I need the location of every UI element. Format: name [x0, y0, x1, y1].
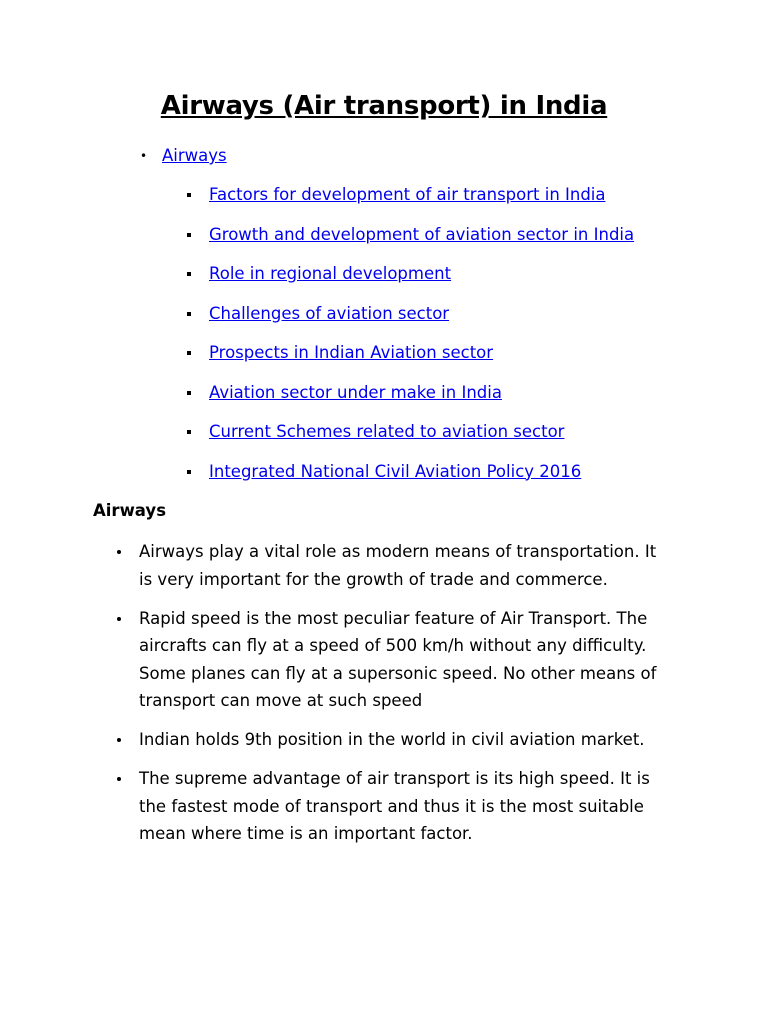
- list-item-text: The supreme advantage of air transport is its high speed. It is the fastest mode of transport and thus it is the most suitable mean where time is an important factor.: [139, 769, 650, 843]
- toc-link-factors[interactable]: Factors for development of air transport in India: [209, 185, 606, 204]
- toc-link-regional[interactable]: Role in regional development: [209, 264, 452, 283]
- square-bullet-icon: [187, 391, 191, 395]
- toc-top-item: [140, 145, 227, 167]
- list-item-text: Airways play a vital role as modern means of transportation. It is very important for the growth of trade and commerce.: [139, 542, 657, 589]
- square-bullet-icon: [187, 193, 191, 197]
- toc-sub-item: [209, 303, 634, 325]
- square-bullet-icon: [187, 312, 191, 316]
- square-bullet-icon: [187, 470, 191, 474]
- square-bullet-icon: [187, 430, 191, 434]
- toc-sub-item: [209, 382, 634, 404]
- section-bullet-list: [139, 538, 669, 859]
- list-item: [139, 538, 669, 593]
- list-item: [139, 605, 669, 715]
- bullet-icon: •: [140, 149, 148, 163]
- toc-sub-item: [209, 461, 634, 483]
- toc-sub-list: [209, 184, 634, 500]
- toc-link-policy-2016[interactable]: Integrated National Civil Aviation Policy 2016: [209, 461, 582, 481]
- toc-link-prospects[interactable]: Prospects in Indian Aviation sector: [209, 343, 494, 362]
- toc-sub-item: [209, 224, 634, 246]
- bullet-icon: [117, 550, 121, 554]
- toc-link-airways[interactable]: Airways: [162, 146, 227, 165]
- toc-link-challenges[interactable]: Challenges of aviation sector: [209, 303, 450, 323]
- toc-sub-item: [209, 421, 634, 443]
- bullet-icon: [117, 777, 121, 781]
- square-bullet-icon: [187, 233, 191, 237]
- list-item: [139, 765, 669, 848]
- toc-link-schemes[interactable]: Current Schemes related to aviation sector: [209, 422, 565, 441]
- list-item-text: Indian holds 9th position in the world in civil aviation market.: [139, 730, 645, 749]
- document-title: Airways (Air transport) in India: [160, 91, 608, 121]
- square-bullet-icon: [187, 351, 191, 355]
- list-item: [139, 726, 669, 754]
- toc-link-growth[interactable]: Growth and development of aviation sector in India: [209, 224, 635, 244]
- square-bullet-icon: [187, 272, 191, 276]
- list-item-text: Rapid speed is the most peculiar feature of Air Transport. The aircrafts can fly at a speed of 500 km/h without any difficulty. Some planes can fly at a supersonic speed. No other means of transport can move at such speed: [139, 608, 657, 710]
- bullet-icon: [117, 738, 121, 742]
- bullet-icon: [117, 617, 121, 621]
- toc-sub-item: [209, 342, 634, 364]
- toc-sub-item: [209, 263, 634, 285]
- toc-sub-item: [209, 184, 634, 206]
- toc-link-make-in-india[interactable]: Aviation sector under make in India: [209, 382, 502, 402]
- section-heading: Airways: [93, 501, 167, 520]
